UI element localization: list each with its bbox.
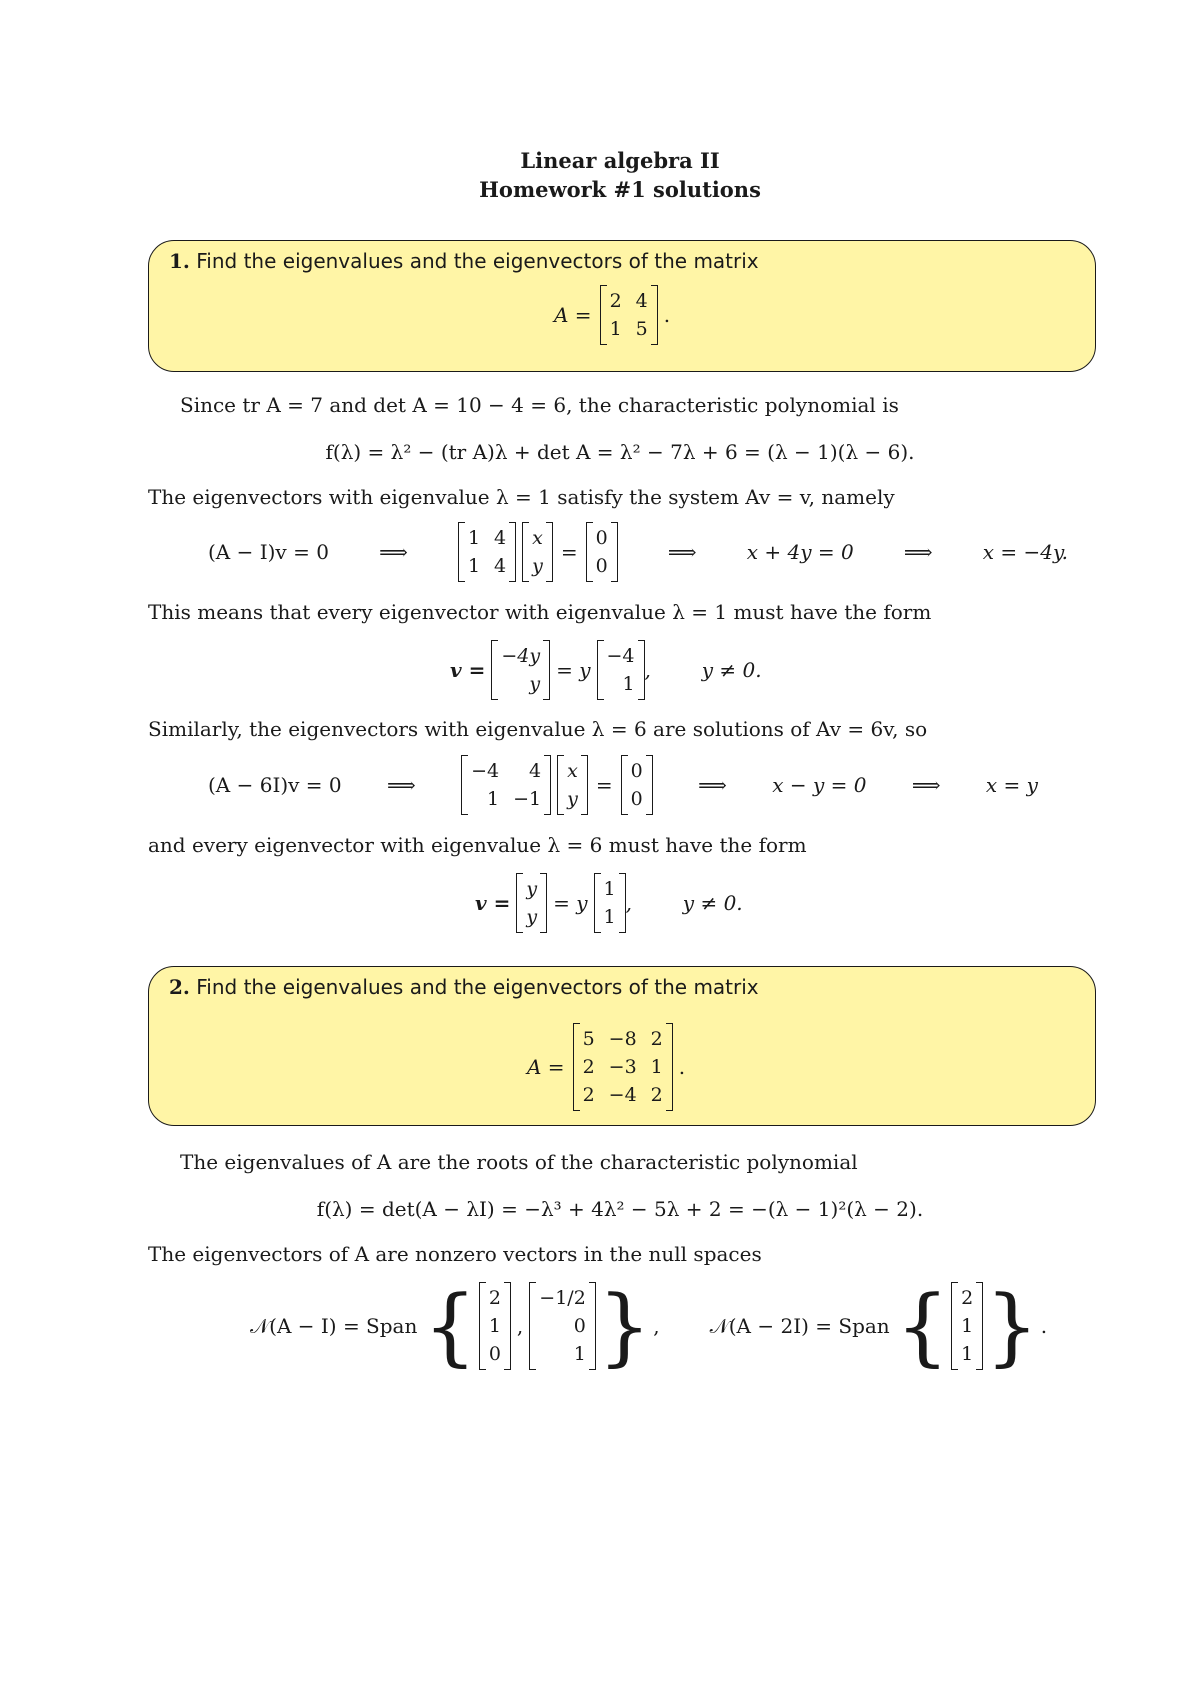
equals-sign: = — [595, 773, 613, 797]
vector-entry: 0 — [488, 1343, 501, 1365]
problem-2-box — [148, 966, 1096, 1126]
solution-2-line-2: The eigenvectors of A are nonzero vectors in the null spaces — [148, 1242, 762, 1266]
right-bracket — [651, 285, 658, 345]
eigenvector-basis — [597, 640, 645, 700]
right-bracket — [589, 1282, 596, 1370]
problem-1-box — [148, 240, 1096, 372]
left-bracket — [600, 285, 607, 345]
solution-1-equation-4 — [208, 755, 1038, 815]
matrix-entry: 2 — [609, 290, 622, 312]
vector-entry: 0 — [595, 527, 608, 549]
left-bracket — [516, 873, 523, 933]
left-bracket — [479, 1282, 486, 1370]
matrix-entry: 2 — [582, 1056, 595, 1078]
right-bracket — [540, 873, 547, 933]
vector-entry: 0 — [595, 555, 608, 577]
zero-vector — [586, 522, 618, 582]
left-bracket — [529, 1282, 536, 1370]
vector-entry: 0 — [630, 760, 643, 782]
coefficient-matrix — [461, 755, 551, 815]
matrix-entry: 1 — [487, 788, 500, 810]
matrix-entry: −1 — [513, 788, 542, 810]
matrix-entry: −4 — [608, 1084, 637, 1106]
eq4-lhs: (A − 6I)v = 0 — [208, 773, 342, 797]
eigenvector-general — [491, 640, 550, 700]
zero-vector — [621, 755, 653, 815]
vector-entry: 0 — [573, 1315, 586, 1337]
matrix-A — [600, 285, 658, 345]
right-bracket — [976, 1282, 983, 1370]
basis-vector-1 — [479, 1282, 511, 1370]
page-title: Linear algebra II — [520, 148, 720, 173]
matrix-entry: 2 — [650, 1028, 663, 1050]
left-bracket — [557, 755, 564, 815]
implies-symbol: ⟹ — [387, 773, 416, 797]
right-brace: } — [597, 1277, 652, 1375]
coefficient-matrix — [458, 522, 516, 582]
problem-2-prompt: Find the eigenvalues and the eigenvectors of the matrix — [196, 975, 759, 999]
left-bracket — [491, 640, 498, 700]
matrix-entry: 2 — [650, 1084, 663, 1106]
problem-2-number: 2. — [169, 975, 190, 999]
problem-1-prompt: Find the eigenvalues and the eigenvectors of the matrix — [196, 249, 759, 273]
problem-2-statement — [169, 975, 759, 999]
matrix-entry: −3 — [608, 1056, 637, 1078]
right-bracket — [546, 522, 553, 582]
eq4-step: x − y = 0 — [772, 773, 867, 797]
separator: , — [516, 1314, 524, 1338]
matrix-trail: . — [678, 1055, 686, 1079]
left-brace: { — [895, 1277, 950, 1375]
eq4-result: x = y — [985, 773, 1038, 797]
solution-1-equation-1: f(λ) = λ² − (tr A)λ + det A = λ² − 7λ + 6 = (λ − 1)(λ − 6). — [325, 440, 915, 464]
equals-sign: = — [560, 540, 578, 564]
vector-entry: y — [526, 878, 538, 900]
solution-1-line-4: Similarly, the eigenvectors with eigenvalue λ = 6 are solutions of Av = 6v, so — [148, 717, 928, 741]
vector-entry: −4y — [501, 645, 541, 667]
eq2-lhs: (A − I)v = 0 — [208, 540, 329, 564]
solution-1-line-1: Since tr A = 7 and det A = 10 − 4 = 6, the characteristic polynomial is — [180, 393, 899, 417]
vector-entry: 1 — [961, 1315, 974, 1337]
vector-entry: 1 — [961, 1343, 974, 1365]
problem-1-statement — [169, 249, 759, 273]
matrix-A — [573, 1023, 673, 1111]
basis-vector-3 — [951, 1282, 983, 1370]
eq5-mid: = y — [553, 891, 588, 915]
matrix-entry: 1 — [650, 1056, 663, 1078]
problem-1-matrix-equation — [554, 285, 670, 345]
right-bracket — [619, 873, 626, 933]
problem-1-number: 1. — [169, 249, 190, 273]
vector-entry: −1/2 — [539, 1287, 586, 1309]
right-bracket — [509, 522, 516, 582]
matrix-entry: −4 — [471, 760, 500, 782]
matrix-entry: 5 — [635, 318, 648, 340]
matrix-trail: . — [663, 303, 671, 327]
left-bracket — [951, 1282, 958, 1370]
right-bracket — [544, 755, 551, 815]
eq2-step: x + 4y = 0 — [746, 540, 854, 564]
vector-entry: 1 — [603, 906, 616, 928]
solution-2-equation-2 — [250, 1277, 1048, 1375]
vector-entry: 1 — [488, 1315, 501, 1337]
matrix-entry: 4 — [529, 760, 542, 782]
vector-entry: 2 — [961, 1287, 974, 1309]
left-bracket — [594, 873, 601, 933]
eq5-lhs: v = — [475, 891, 511, 915]
vector-entry: x — [567, 760, 578, 782]
vector-entry: 1 — [622, 673, 635, 695]
right-bracket — [581, 755, 588, 815]
eq3-mid: = y — [556, 658, 591, 682]
right-bracket — [504, 1282, 511, 1370]
right-bracket — [543, 640, 550, 700]
eq2-result: x = −4y. — [982, 540, 1068, 564]
basis-vector-2 — [529, 1282, 596, 1370]
vector-entry: 2 — [488, 1287, 501, 1309]
solution-1-equation-2 — [208, 522, 1068, 582]
solution-1-line-5: and every eigenvector with eigenvalue λ = 6 must have the form — [148, 833, 807, 857]
unknown-vector — [557, 755, 588, 815]
unknown-vector — [522, 522, 553, 582]
left-bracket — [458, 522, 465, 582]
eq5-condition: , y ≠ 0. — [625, 891, 743, 915]
page-subtitle: Homework #1 solutions — [479, 177, 761, 202]
left-bracket — [461, 755, 468, 815]
vector-entry: y — [526, 906, 538, 928]
separator: , — [653, 1314, 660, 1338]
problem-2-matrix-equation — [527, 1023, 685, 1111]
matrix-entry: 4 — [635, 290, 648, 312]
matrix-entry: −8 — [608, 1028, 637, 1050]
vector-entry: 1 — [573, 1343, 586, 1365]
implies-symbol: ⟹ — [903, 540, 933, 564]
right-bracket — [638, 640, 645, 700]
solution-2-line-1: The eigenvalues of A are the roots of the characteristic polynomial — [180, 1150, 858, 1174]
right-bracket — [611, 522, 618, 582]
vector-entry: x — [532, 527, 543, 549]
eigenvector-general — [516, 873, 547, 933]
implies-symbol: ⟹ — [698, 773, 727, 797]
eq3-lhs: v = — [450, 658, 486, 682]
matrix-lhs: A = — [554, 303, 592, 327]
solution-1-line-2: The eigenvectors with eigenvalue λ = 1 satisfy the system Av = v, namely — [148, 485, 895, 509]
null-space-1-lhs: 𝒩(A − I) = Span — [250, 1314, 418, 1338]
solution-1-line-3: This means that every eigenvector with eigenvalue λ = 1 must have the form — [148, 600, 932, 624]
matrix-lhs: A = — [527, 1055, 565, 1079]
matrix-entry: 1 — [609, 318, 622, 340]
matrix-entry: 2 — [582, 1084, 595, 1106]
equation-trail: . — [1040, 1314, 1048, 1338]
null-space-2-lhs: 𝒩(A − 2I) = Span — [709, 1314, 890, 1338]
vector-entry: −4 — [606, 645, 635, 667]
implies-symbol: ⟹ — [667, 540, 697, 564]
matrix-entry: 4 — [494, 527, 507, 549]
implies-symbol: ⟹ — [379, 540, 408, 564]
right-bracket — [666, 1023, 673, 1111]
left-bracket — [597, 640, 604, 700]
matrix-entry: 4 — [494, 555, 507, 577]
right-bracket — [646, 755, 653, 815]
eigenvector-basis — [594, 873, 626, 933]
vector-entry: 0 — [630, 788, 643, 810]
left-bracket — [621, 755, 628, 815]
matrix-entry: 1 — [467, 555, 481, 577]
left-bracket — [573, 1023, 580, 1111]
vector-entry: y — [532, 555, 543, 577]
left-bracket — [522, 522, 529, 582]
matrix-entry: 1 — [467, 527, 481, 549]
left-bracket — [586, 522, 593, 582]
matrix-entry: 5 — [582, 1028, 595, 1050]
right-brace: } — [985, 1277, 1039, 1375]
solution-1-equation-5 — [475, 873, 743, 933]
vector-entry: 1 — [603, 878, 616, 900]
implies-symbol: ⟹ — [911, 773, 941, 797]
left-brace: { — [423, 1277, 477, 1375]
eq3-condition: , y ≠ 0. — [644, 658, 762, 682]
solution-1-equation-3 — [450, 640, 762, 700]
vector-entry: y — [529, 673, 541, 695]
solution-2-equation-1: f(λ) = det(A − λI) = −λ³ + 4λ² − 5λ + 2 = −(λ − 1)²(λ − 2). — [316, 1197, 924, 1221]
vector-entry: y — [567, 788, 578, 810]
